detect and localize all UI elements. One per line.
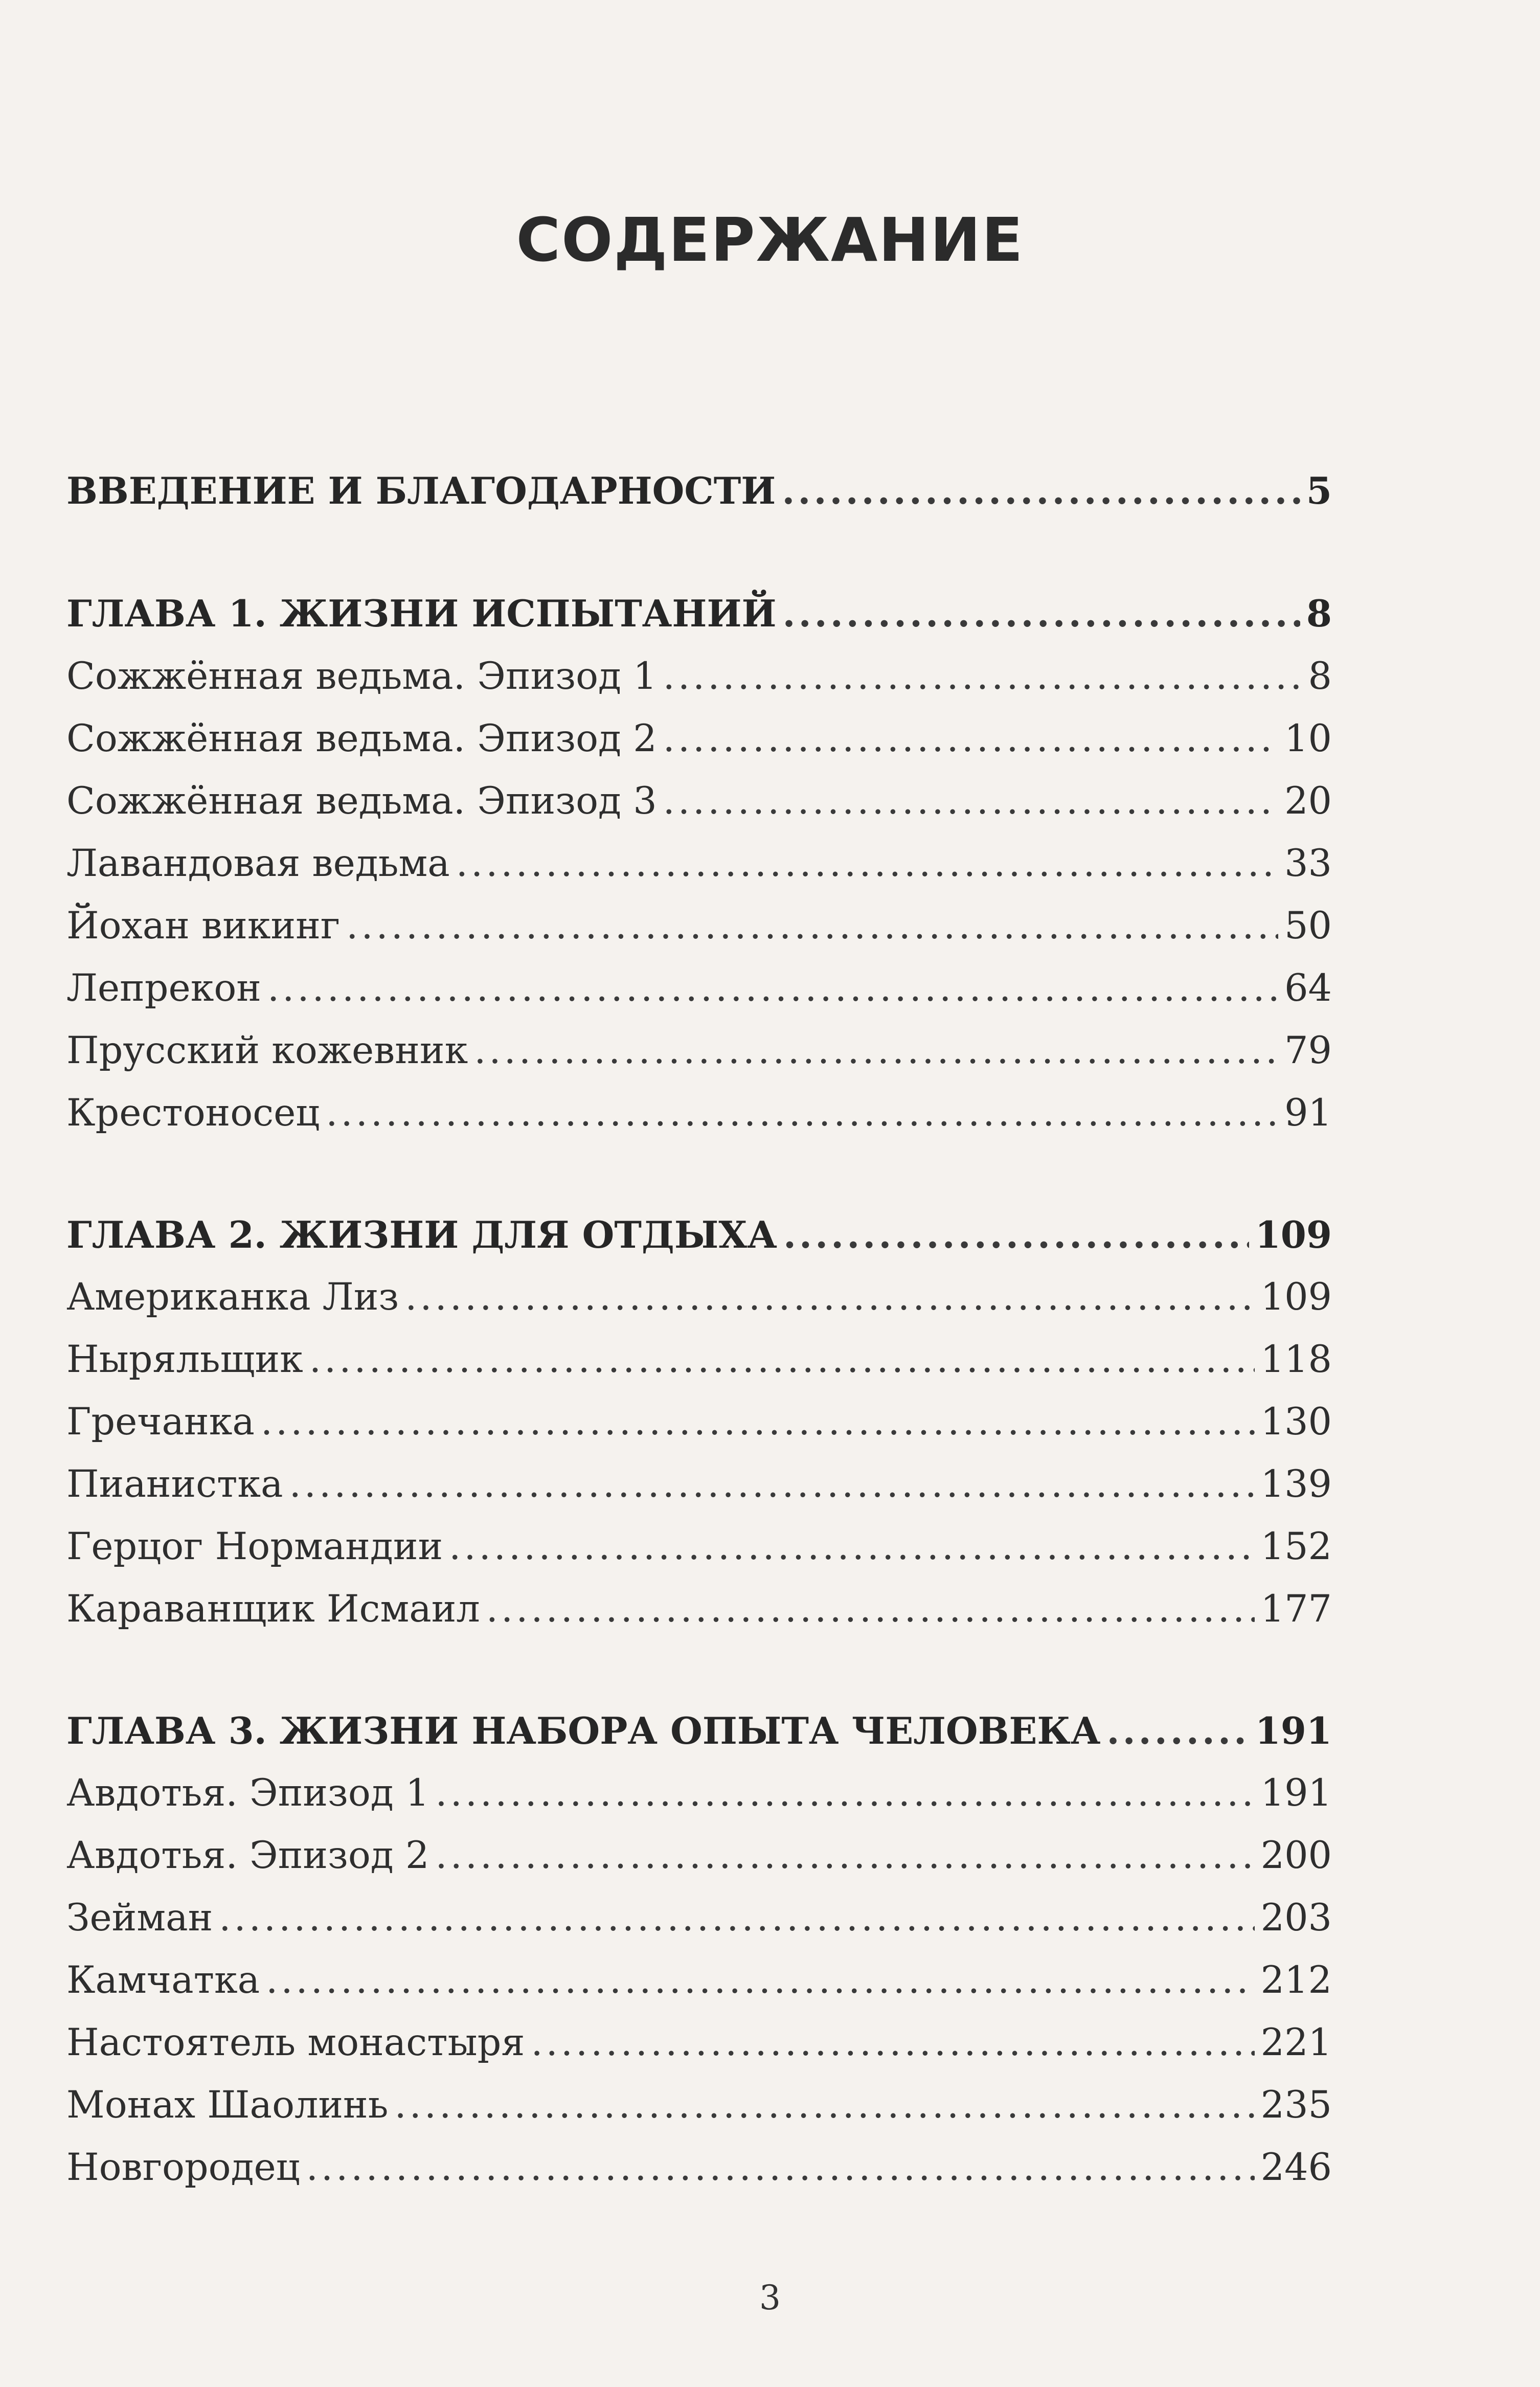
toc-entry-page: 91: [1284, 1091, 1332, 1135]
toc-entry-page: 152: [1260, 1525, 1332, 1568]
toc-leader-dots: [663, 773, 1278, 829]
toc-entry: [66, 711, 1332, 767]
toc-intro: [66, 463, 1332, 519]
toc-entry: [66, 1394, 1332, 1450]
toc-leader-dots: [266, 1952, 1255, 2009]
toc-leader-dots: [435, 1765, 1254, 1821]
toc-entry-page: 50: [1284, 904, 1332, 948]
toc-entry-title: Американка Лиз: [66, 1275, 399, 1319]
toc-entry-page: 212: [1260, 1958, 1332, 2002]
toc-chapter-page: 191: [1255, 1709, 1332, 1752]
toc-entry-title: Настоятель монастыря: [66, 2021, 525, 2064]
toc-entry-page: 33: [1284, 842, 1332, 885]
toc-entry-title: Йохан викинг: [66, 904, 341, 948]
toc-entry: [66, 1828, 1332, 1884]
toc-entry-page: 5: [1306, 469, 1332, 512]
toc-entry-page: 177: [1260, 1587, 1332, 1631]
toc-entry: [66, 1581, 1332, 1637]
toc-entry-title: Зейман: [66, 1896, 213, 1940]
toc-leader-dots: [663, 711, 1278, 767]
toc-leader-dots: [783, 586, 1300, 642]
toc-entry-title: Гречанка: [66, 1400, 255, 1444]
toc-leader-dots: [449, 1519, 1254, 1575]
toc-entry: [66, 2077, 1332, 2133]
toc-leader-dots: [346, 898, 1278, 954]
toc-entry: [66, 773, 1332, 829]
toc-entry-page: 191: [1260, 1771, 1332, 1815]
toc-chapter-2: [66, 1207, 1332, 1263]
toc-entry-title: ВВЕДЕНИЕ И БЛАГОДАРНОСТИ: [66, 469, 776, 512]
toc-entry-title: Сожжённая ведьма. Эпизод 2: [66, 717, 657, 760]
toc-entry: [66, 1085, 1332, 1141]
toc-entry: [66, 1269, 1332, 1325]
toc-entry-page: 8: [1308, 655, 1332, 698]
toc-entry-page: 20: [1284, 779, 1332, 823]
toc-entry-page: 221: [1260, 2021, 1332, 2064]
toc-entry: [66, 836, 1332, 892]
toc-entry: [66, 1456, 1332, 1513]
toc-leader-dots: [531, 2015, 1254, 2071]
toc-leader-dots: [486, 1581, 1255, 1637]
toc-entry-page: 246: [1260, 2146, 1332, 2189]
toc-entry: [66, 960, 1332, 1017]
page-title: СОДЕРЖАНИЕ: [516, 205, 1024, 275]
toc-entry-page: 64: [1284, 966, 1332, 1010]
toc-entry: [66, 898, 1332, 954]
toc-entry-title: Сожжённая ведьма. Эпизод 3: [66, 779, 657, 823]
toc-chapter-title: ГЛАВА 3. ЖИЗНИ НАБОРА ОПЫТА ЧЕЛОВЕКА: [66, 1709, 1101, 1752]
toc-entry-title: Сожжённая ведьма. Эпизод 1: [66, 655, 657, 698]
toc-entry-page: 109: [1260, 1275, 1332, 1319]
toc-leader-dots: [663, 648, 1302, 705]
toc-entry-title: Пианистка: [66, 1462, 283, 1506]
toc-leader-dots: [394, 2077, 1254, 2133]
toc-entry-title: Крестоносец: [66, 1091, 320, 1135]
toc-leader-dots: [474, 1023, 1278, 1079]
toc-entry: [66, 1890, 1332, 1946]
toc-leader-dots: [267, 960, 1278, 1017]
toc-entry-title: Камчатка: [66, 1958, 260, 2002]
toc-chapter-page: 109: [1255, 1213, 1332, 1256]
toc-entry-page: 200: [1260, 1834, 1332, 1877]
page-number: 3: [759, 2278, 781, 2317]
toc-leader-dots: [261, 1394, 1255, 1450]
toc-leader-dots: [782, 463, 1300, 519]
toc-entry-title: Прусский кожевник: [66, 1029, 468, 1072]
toc-entry-page: 10: [1284, 717, 1332, 760]
toc-leader-dots: [456, 836, 1278, 892]
toc-chapter-page: 8: [1306, 592, 1332, 635]
toc-chapter-title: ГЛАВА 2. ЖИЗНИ ДЛЯ ОТДЫХА: [66, 1213, 777, 1256]
toc-entry-page: 79: [1284, 1029, 1332, 1072]
toc-entry: [66, 1023, 1332, 1079]
toc-leader-dots: [289, 1456, 1255, 1513]
toc-entry: [66, 1519, 1332, 1575]
toc-leader-dots: [435, 1828, 1254, 1884]
toc-entry-page: 130: [1260, 1400, 1332, 1444]
toc-leader-dots: [783, 1207, 1249, 1263]
toc-entry: [66, 648, 1332, 705]
toc-entry-title: Авдотья. Эпизод 2: [66, 1834, 429, 1877]
toc-entry-title: Караванщик Исмаил: [66, 1587, 480, 1631]
toc-chapter-3: [66, 1703, 1332, 1759]
toc-entry-page: 118: [1260, 1338, 1332, 1381]
toc-entry-page: 235: [1260, 2083, 1332, 2127]
toc-entry: [66, 1952, 1332, 2009]
toc-entry-title: Лепрекон: [66, 966, 261, 1010]
toc-chapter-1: [66, 586, 1332, 642]
toc-entry-page: 139: [1260, 1462, 1332, 1506]
table-of-contents: [66, 0, 1332, 2387]
toc-entry: [66, 2140, 1332, 2196]
toc-entry-title: Авдотья. Эпизод 1: [66, 1771, 429, 1815]
toc-leader-dots: [309, 1332, 1255, 1388]
toc-entry-title: Новгородец: [66, 2146, 300, 2189]
toc-chapter-title: ГЛАВА 1. ЖИЗНИ ИСПЫТАНИЙ: [66, 592, 777, 635]
toc-leader-dots: [219, 1890, 1254, 1946]
toc-entry-title: Монах Шаолинь: [66, 2083, 389, 2127]
toc-entry-title: Герцог Нормандии: [66, 1525, 443, 1568]
toc-leader-dots: [326, 1085, 1278, 1141]
toc-leader-dots: [306, 2140, 1255, 2196]
toc-entry: [66, 2015, 1332, 2071]
toc-entry-title: Лавандовая ведьма: [66, 842, 450, 885]
toc-entry-page: 203: [1260, 1896, 1332, 1940]
toc-entry: [66, 1332, 1332, 1388]
toc-leader-dots: [1107, 1703, 1249, 1759]
toc-leader-dots: [405, 1269, 1254, 1325]
toc-entry-title: Ныряльщик: [66, 1338, 303, 1381]
toc-entry: [66, 1765, 1332, 1821]
